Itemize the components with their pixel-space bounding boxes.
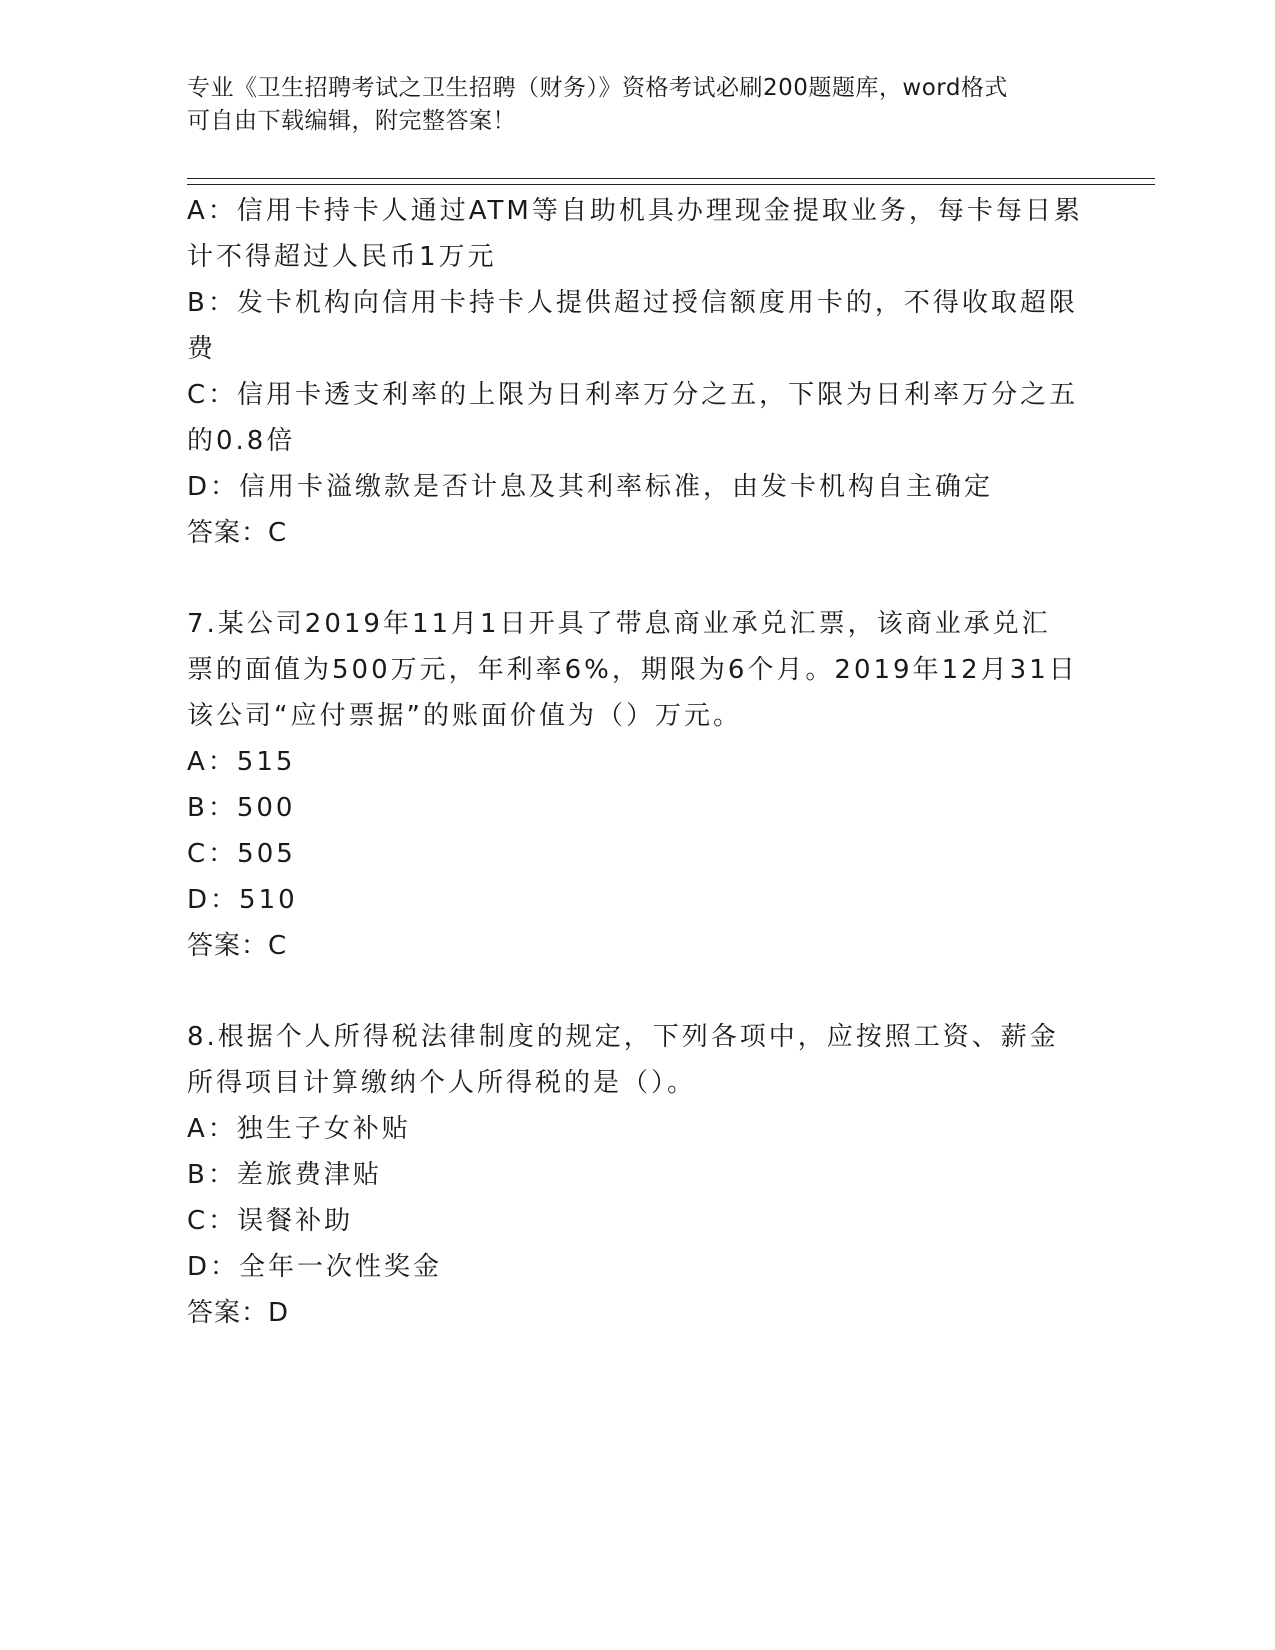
q8-option-c: C：误餐补助 <box>187 1206 354 1236</box>
header-line-1: 专业《卫生招聘考试之卫生招聘（财务）》资格考试必刷200题题库，word格式 <box>187 75 1008 101</box>
q6-option-b-line-2: 费 <box>187 334 217 364</box>
q8-stem-line-1: 8.根据个人所得税法律制度的规定，下列各项中，应按照工资、薪金 <box>187 1022 1059 1052</box>
q7-stem-line-2: 票的面值为500万元，年利率6%，期限为6个月。2019年12月31日 <box>187 655 1078 685</box>
q8-stem-line-2: 所得项目计算缴纳个人所得税的是（）。 <box>187 1068 697 1098</box>
q7-option-a: A：515 <box>187 747 296 777</box>
q6-answer: 答案：C <box>187 518 288 548</box>
question-6-options <box>187 188 1087 556</box>
question-7 <box>187 601 1087 969</box>
q6-option-c-line-1: C：信用卡透支利率的上限为日利率万分之五，下限为日利率万分之五 <box>187 380 1079 410</box>
question-8 <box>187 1014 1087 1336</box>
q6-option-a-line-2: 计不得超过人民币1万元 <box>187 242 497 272</box>
spacer <box>187 969 1087 1014</box>
page-header <box>187 72 1087 138</box>
header-line-2: 可自由下载编辑，附完整答案！ <box>187 108 516 134</box>
q7-option-c: C：505 <box>187 839 296 869</box>
q8-option-d: D：全年一次性奖金 <box>187 1252 443 1282</box>
q7-stem-line-3: 该公司“应付票据”的账面价值为（）万元。 <box>187 701 742 731</box>
q8-option-b: B：差旅费津贴 <box>187 1160 382 1190</box>
question-content <box>187 188 1087 1336</box>
q6-option-b-line-1: B：发卡机构向信用卡持卡人提供超过授信额度用卡的，不得收取超限 <box>187 288 1078 318</box>
q6-option-d: D：信用卡溢缴款是否计息及其利率标准，由发卡机构自主确定 <box>187 472 994 502</box>
q6-option-c-line-2: 的0.8倍 <box>187 426 296 456</box>
header-divider-top <box>187 178 1155 179</box>
header-divider-bottom <box>187 184 1155 185</box>
q7-answer: 答案：C <box>187 931 288 961</box>
q7-option-d: D：510 <box>187 885 298 915</box>
q8-answer: 答案：D <box>187 1298 290 1328</box>
q7-option-b: B：500 <box>187 793 296 823</box>
spacer <box>187 556 1087 601</box>
q7-stem-line-1: 7.某公司2019年11月1日开具了带息商业承兑汇票，该商业承兑汇 <box>187 609 1051 639</box>
q6-option-a-line-1: A：信用卡持卡人通过ATM等自助机具办理现金提取业务，每卡每日累 <box>187 196 1083 226</box>
q8-option-a: A：独生子女补贴 <box>187 1114 411 1144</box>
